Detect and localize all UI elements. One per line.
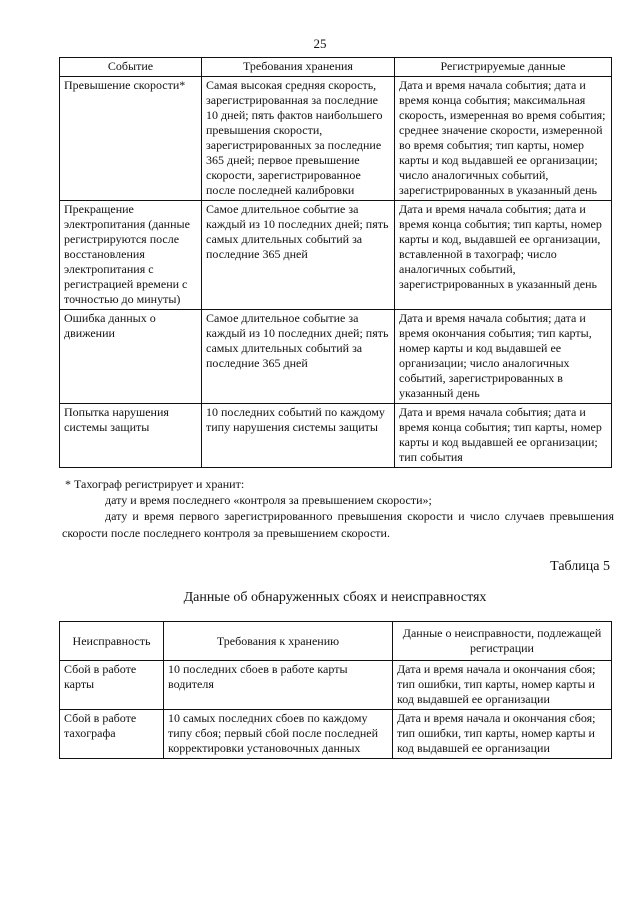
table-header-row bbox=[60, 622, 612, 661]
section-title: Данные об обнаруженных сбоях и неисправностях bbox=[183, 590, 487, 605]
data-cell: Дата и время начала и окончания сбоя; тип ошибки, тип карты, номер карты и код выдавшей ее организации bbox=[393, 710, 612, 759]
storage-cell: 10 последних сбоев в работе карты водителя bbox=[164, 661, 393, 710]
event-cell: Превышение скорости* bbox=[60, 77, 202, 201]
faults-table bbox=[59, 621, 612, 759]
data-cell: Дата и время начала и окончания сбоя; тип ошибки, тип карты, номер карты и код выдавшей ее организации bbox=[393, 661, 612, 710]
data-cell: Дата и время начала события; дата и время окончания события; тип карты, номер карты и код выдавшей ее организации; число аналогичных событий, зарегистрированных в указанный день bbox=[395, 310, 612, 404]
data-cell: Дата и время начала события; дата и время конца события; максимальная скорость, измеренная во время события; среднее значение скорости, измеренной во время события; тип карты, номер карты и код выдавшей ее организации; число аналогичных событий, зарегистрированных в указанный день bbox=[395, 77, 612, 201]
storage-cell: Самая высокая средняя скорость, зарегистрированная за последние 10 дней; пять фактов наибольшего превышения скорости, зарегистрированных за последние 365 дней; первое превышение скорости, зарегистрированное после последней калибровки bbox=[202, 77, 395, 201]
table-row bbox=[60, 201, 612, 310]
table-row bbox=[60, 661, 612, 710]
fault-cell: Сбой в работе тахографа bbox=[60, 710, 164, 759]
footnote-heading: * Тахограф регистрирует и хранит: bbox=[65, 477, 245, 491]
column-header-data: Регистрируемые данные bbox=[395, 58, 612, 77]
event-cell: Попытка нарушения системы защиты bbox=[60, 404, 202, 468]
data-cell: Дата и время начала события; дата и время конца события; тип карты, номер карты и код, выдавшей ее организации, вставленной в тахограф; число аналогичных событий, зарегистрированных в указанный день bbox=[395, 201, 612, 310]
table-header-row bbox=[60, 58, 612, 77]
column-header-storage: Требования хранения bbox=[202, 58, 395, 77]
table-row bbox=[60, 77, 612, 201]
footnote-line-2: дату и время первого зарегистрированного превышения скорости и число случаев превышения скорости после последнего контроля за превышением скорости. bbox=[62, 509, 614, 540]
events-table bbox=[59, 57, 612, 468]
column-header-data: Данные о неисправности, подлежащей регистрации bbox=[393, 622, 612, 661]
table-row bbox=[60, 310, 612, 404]
storage-cell: 10 последних событий по каждому типу нарушения системы защиты bbox=[202, 404, 395, 468]
table-row bbox=[60, 404, 612, 468]
event-cell: Ошибка данных о движении bbox=[60, 310, 202, 404]
data-cell: Дата и время начала события; дата и время конца события; тип карты, номер карты и код выдавшей ее организации; тип события bbox=[395, 404, 612, 468]
table-label: Таблица 5 bbox=[550, 559, 610, 574]
storage-cell: 10 самых последних сбоев по каждому типу сбоя; первый сбой после последней корректировки установочных данных bbox=[164, 710, 393, 759]
column-header-fault: Неисправность bbox=[60, 622, 164, 661]
page-number: 25 bbox=[313, 36, 327, 51]
storage-cell: Самое длительное событие за каждый из 10 последних дней; пять самых длительных событий за последние 365 дней bbox=[202, 201, 395, 310]
footnote-line-1: дату и время последнего «контроля за превышением скорости»; bbox=[105, 493, 432, 507]
column-header-storage: Требования к хранению bbox=[164, 622, 393, 661]
table-row bbox=[60, 710, 612, 759]
storage-cell: Самое длительное событие за каждый из 10 последних дней; пять самых длительных событий за последние 365 дней bbox=[202, 310, 395, 404]
column-header-event: Событие bbox=[60, 58, 202, 77]
event-cell: Прекращение электропитания (данные регистрируются после восстановления электропитания с регистрацией времени с точностью до минуты) bbox=[60, 201, 202, 310]
fault-cell: Сбой в работе карты bbox=[60, 661, 164, 710]
